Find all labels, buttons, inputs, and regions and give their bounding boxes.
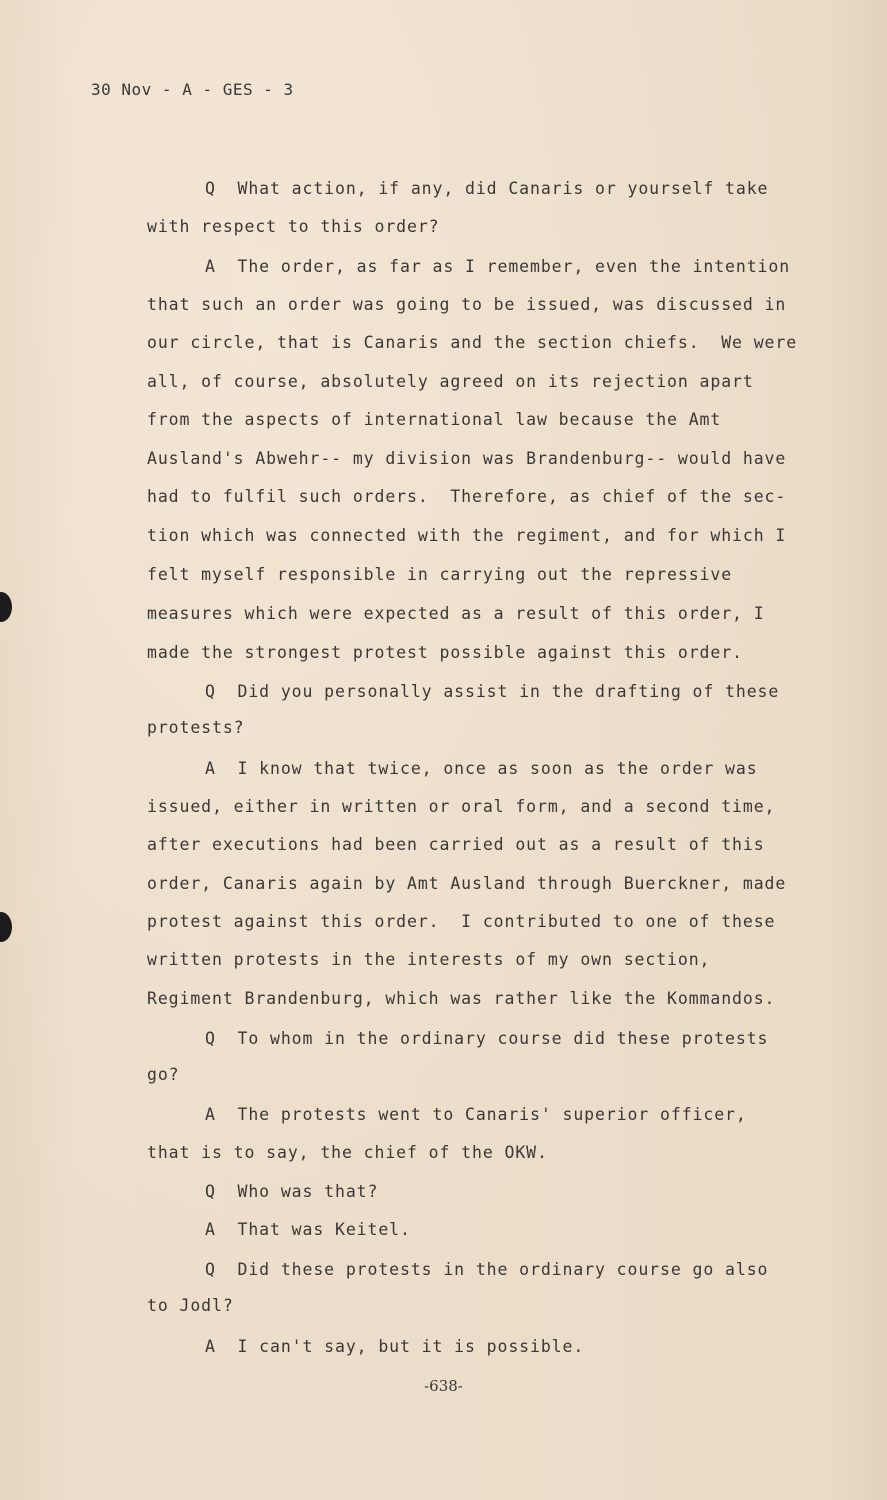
text-line: Regiment Brandenburg, which was rather like the Kommandos. (147, 989, 776, 1008)
punch-hole (0, 592, 12, 622)
text-line: Q What action, if any, did Canaris or yourself take (205, 179, 769, 198)
text-line: order, Canaris again by Amt Ausland through Buerckner, made (147, 874, 787, 893)
text-line: Q Who was that? (205, 1182, 379, 1201)
text-line: felt myself responsible in carrying out the repressive (147, 565, 733, 584)
text-line: made the strongest protest possible against this order. (147, 643, 743, 662)
text-line: written protests in the interests of my own section, (147, 950, 711, 969)
text-line: from the aspects of international law because the Amt (147, 410, 722, 429)
text-line: tion which was connected with the regiment, and for which I (147, 526, 787, 545)
text-line: that is to say, the chief of the OKW. (147, 1143, 548, 1162)
text-line: Q Did these protests in the ordinary course go also (205, 1260, 769, 1279)
text-line: A That was Keitel. (205, 1220, 411, 1239)
text-line: our circle, that is Canaris and the section chiefs. We were (147, 333, 798, 352)
text-line: go? (147, 1065, 180, 1084)
text-line: A I can't say, but it is possible. (205, 1337, 585, 1356)
text-line: all, of course, absolutely agreed on its rejection apart (147, 372, 754, 391)
text-line: protests? (147, 718, 245, 737)
punch-hole (0, 912, 12, 942)
text-line: A The order, as far as I remember, even the intention (205, 257, 791, 276)
text-line: A I know that twice, once as soon as the order was (205, 759, 758, 778)
text-line: that such an order was going to be issued, was discussed in (147, 295, 787, 314)
text-line: measures which were expected as a result of this order, I (147, 604, 765, 623)
text-line: had to fulfil such orders. Therefore, as chief of the sec- (147, 487, 787, 506)
text-line: after executions had been carried out as a result of this (147, 835, 765, 854)
text-line: issued, either in written or oral form, and a second time, (147, 797, 776, 816)
page-header: 30 Nov - A - GES - 3 (91, 80, 294, 99)
text-line: Q To whom in the ordinary course did these protests (205, 1029, 769, 1048)
text-line: with respect to this order? (147, 217, 440, 236)
text-line: Q Did you personally assist in the drafting of these (205, 682, 780, 701)
text-line: A The protests went to Canaris' superior officer, (205, 1105, 747, 1124)
page-number: -638- (424, 1377, 463, 1395)
text-line: Ausland's Abwehr-- my division was Brandenburg-- would have (147, 449, 787, 468)
text-line: to Jodl? (147, 1296, 234, 1315)
text-line: protest against this order. I contributed to one of these (147, 912, 776, 931)
